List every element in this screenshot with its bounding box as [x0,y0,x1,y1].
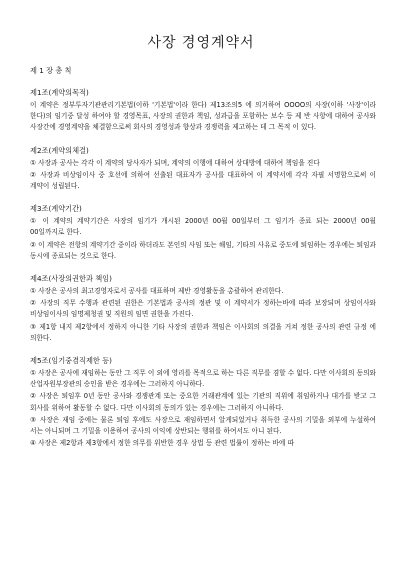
article-paragraph: ② 사장은 퇴임후 0년 동안 공사와 경쟁관계 또는 중요한 거래관계에 있는 기관의 직위에 취임하거나 대가를 받고 그 회사를 위하여 활동할 수 없다. 다만 이사회의 동의가 있는 경우에는 그러하지 아니하다. [30,392,376,412]
article-paragraph: ① 이 계약의 계약기간은 사장의 임기가 개시된 2000년 00월 00일부터 그 임기가 종료 되는 2000년 00월 00일까지로 한다. [30,217,376,237]
article-paragraph: ① 사장은 공사의 최고경영자로서 공사를 대표하며 제반 경영활동을 총괄하여 관리한다. [30,287,284,296]
articles-container [26,88,376,449]
article-section [26,146,376,193]
article-heading: 제2조(계약의체결) [30,145,89,155]
document-title: 사장 경영계약서 [147,35,255,51]
article-section [26,356,376,449]
article-paragraph: ③ 제1항 내지 제2항에서 정하지 아니한 기타 사장의 권한과 책임은 이사회의 의결을 거쳐 정한 공사의 관련 규정 에 의한다. [30,322,376,342]
article-paragraph: ① 사장과 공사는 각각 이 계약의 당사자가 되며, 계약의 이행에 대하여 상대방에 대하여 책임을 진다 [30,158,320,167]
article-heading: 제4조(사장의권한과 책임) [30,274,112,284]
article-heading: 제3조(계약기간) [30,204,82,214]
article-paragraph: ② 이 계약은 전항의 계약기간 중이라 하더라도 본인의 사임 또는 해임, 기타의 사유로 중도에 퇴임하는 경우에는 퇴임과 동시에 종료되는 것으로 한다. [30,240,376,260]
article-section [26,274,376,344]
article-paragraph: ② 사장의 직무 수행과 관련된 권한은 기본법과 공사의 정관 및 이 계약서가 정하는바에 따라 보장되며 상임이사와 비상임이사의 임명제청권 및 직원의 임면 권한을 가진다. [30,299,376,319]
article-paragraph: ② 사장과 비상임이사 중 호선에 의하여 선출된 대표자가 공사를 대표하여 이 계약서에 각각 자필 서명함으로써 이 계약이 성립된다. [30,170,376,191]
article-paragraph: ③ 사장은 재임 중에는 물론 퇴임 후에도 사장으로 재임하면서 알게되었거나 취득한 공사의 기밀을 외부에 누설하여 서는 아니되며 그 기밀을 이용하여 공사의 이익에 상반되는 행위를 하여서도 아니 된다. [30,415,376,436]
chapter-heading: 제 1 장 총 칙 [30,66,72,75]
article-section [26,88,376,134]
article-paragraph: ④ 사장은 제2항과 제3항에서 정한 의무를 위반한 경우 상법 등 관련 법률이 정하는 바에 따 [30,439,294,448]
article-paragraph: 이 계약은 정부투자기관관리기본법(이하 '기본법'이라 한다) 제13조의5 에 의거하여 OOOO의 사장(이하 '사장'이라 한다)의 임기중 달성 하여야 할 경영목표, 사장의 권한과 책임, 성과급을 포함하는 보수 등 제 반 사항에 대하여 공사와 사장간에 경영계약을 체결함으로써 회사의 경영성과 향상과 경쟁력을 제고하는 데 그 목적 이 있다. [30,101,376,132]
article-paragraph: ① 사장은 공사에 재임하는 동안 그 직무 이 외에 영리를 목적으로 하는 다른 직무를 겸할 수 없다. 다만 이사회의 동의와 산업자원부장관의 승인을 받은 경우에는 그러하지 아니하다. [30,369,376,389]
article-heading: 제1조(계약의목적) [30,88,89,97]
article-section [26,204,376,262]
article-heading: 제5조(임기중겸직제한 등) [30,356,112,366]
